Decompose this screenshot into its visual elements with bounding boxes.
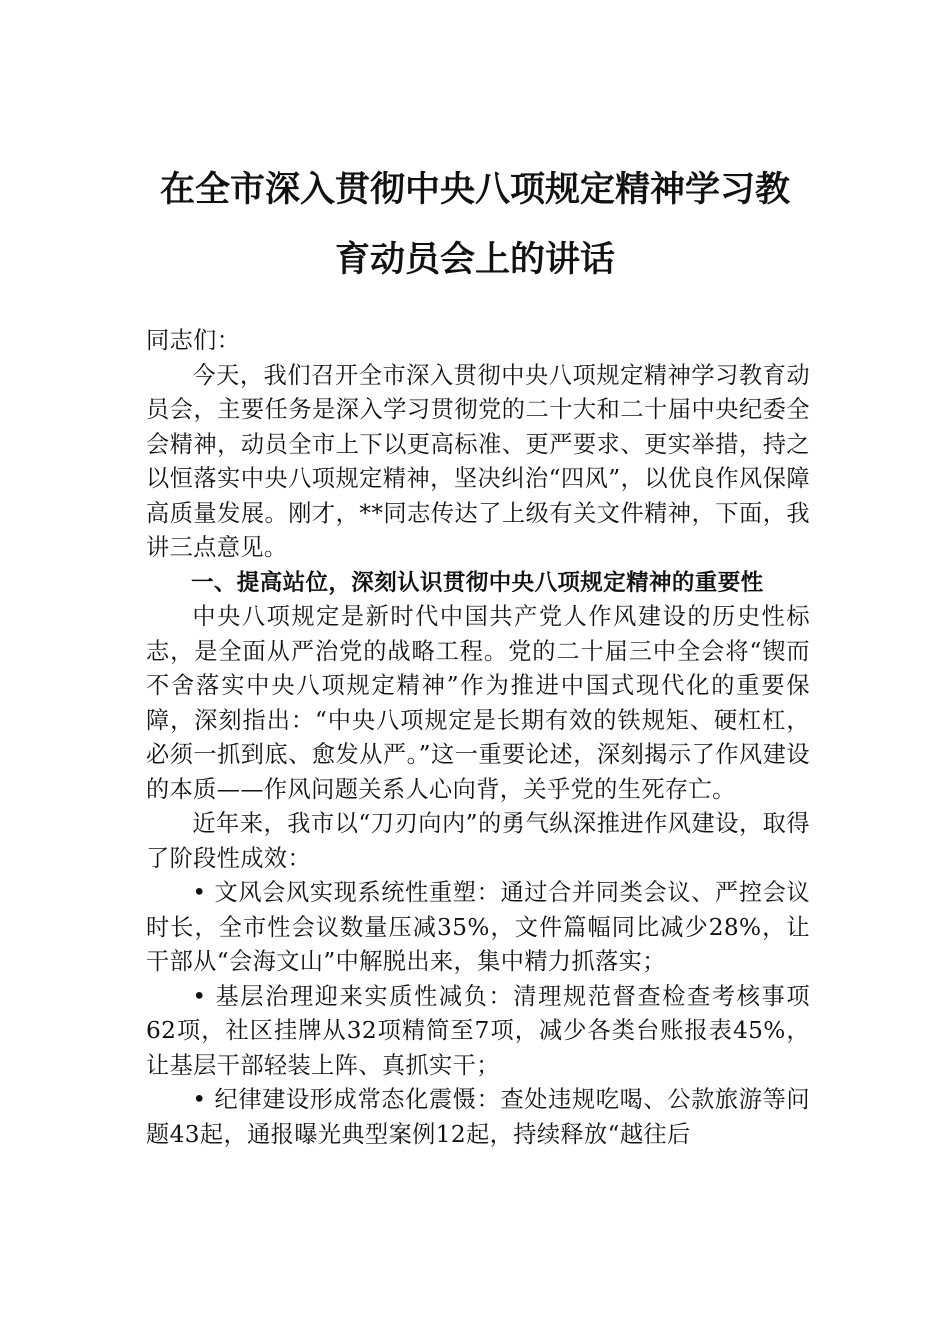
document-body [146,324,810,1152]
intro-paragraph: 今天，我们召开全市深入贯彻中央八项规定精神学习教育动员会，主要任务是深入学习贯彻党的二十大和二十届中央纪委全会精神，动员全市上下以更高标准、更严要求、更实举措，持之以恒落实中央八项规定精神，坚决纠治“四风”，以优良作风保障高质量发展。刚才，**同志传达了上级有关文件精神，下面，我讲三点意见。 [146,361,810,561]
document-title-line-2: 育动员会上的讲话 [334,239,615,280]
salutation: 同志们： [146,327,241,354]
document-title-line-1: 在全市深入贯彻中央八项规定精神学习教 [159,169,790,210]
bullet-item-3: • 纪律建设形成常态化震慑：查处违规吃喝、公款旅游等问题43起，通报曝光典型案例12起，持续释放“越往后 [146,1083,810,1152]
bullet-item-1: • 文风会风实现系统性重塑：通过合并同类会议、严控会议时长，全市性会议数量压减35%，文件篇幅同比减少28%，让干部从“会海文山”中解脱出来，集中精力抓落实； [146,876,810,980]
section1-paragraph-1: 中央八项规定是新时代中国共产党人作风建设的历史性标志，是全面从严治党的战略工程。党的二十届三中全会将“锲而不舍落实中央八项规定精神”作为推进中国式现代化的重要保障，深刻指出：“中央八项规定是长期有效的铁规矩、硬杠杠，必须一抓到底、愈发从严。”这一重要论述，深刻揭示了作风建设的本质——作风问题关系人心向背，关乎党的生死存亡。 [146,603,810,803]
section-heading-1: 一、提高站位，深刻认识贯彻中央八项规定精神的重要性 [191,569,764,596]
bullet-item-2: • 基层治理迎来实质性减负：清理规范督查检查考核事项62项，社区挂牌从32项精简至7项，减少各类台账报表45%，让基层干部轻装上阵、真抓实干； [146,980,810,1084]
section1-paragraph-2: 近年来，我市以“刀刃向内”的勇气纵深推进作风建设，取得了阶段性成效： [146,810,810,872]
